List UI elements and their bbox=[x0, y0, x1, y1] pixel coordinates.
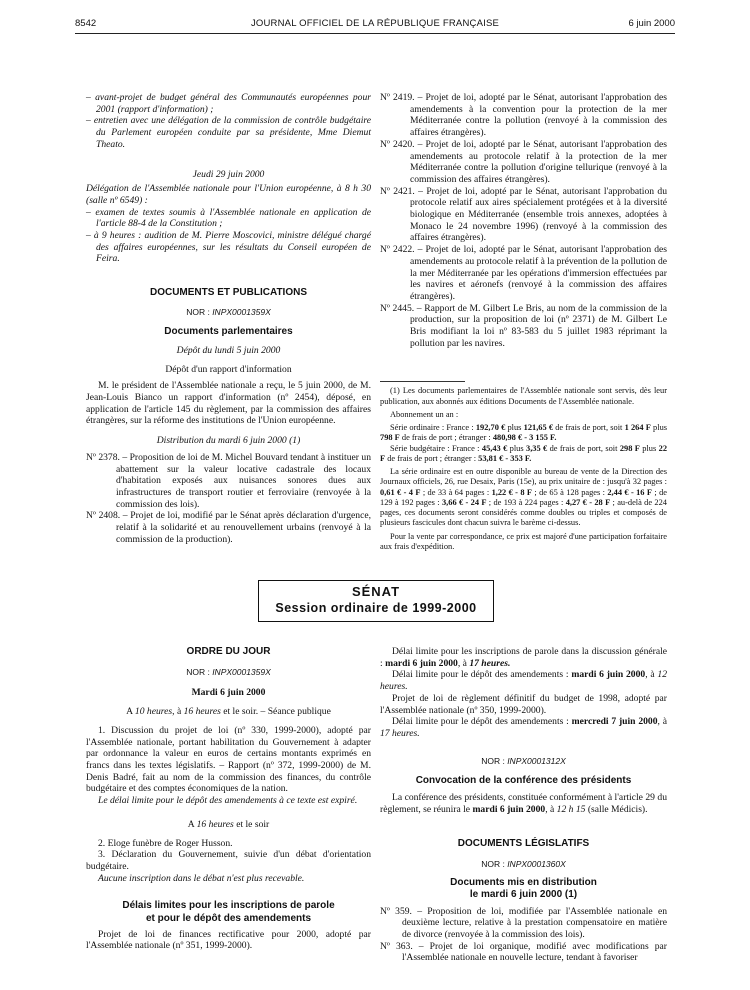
senat-title: SÉNAT bbox=[351, 584, 401, 599]
seance-line: A 10 heures, à 16 heures et le soir. – Séance publique bbox=[126, 706, 331, 718]
column-right-bottom bbox=[380, 646, 667, 964]
agenda-title: ORDRE DU JOUR bbox=[186, 646, 271, 657]
meeting-date: Jeudi 29 juin 2000 bbox=[192, 168, 265, 180]
agenda-date: Mardi 6 juin 2000 bbox=[191, 686, 266, 698]
footnote-correspondance: Pour la vente par correspondance, ce prix est majoré d'une participation forfaitaire aux frais d'expédition. bbox=[380, 531, 667, 551]
journal-title: JOURNAL OFFICIEL DE LA RÉPUBLIQUE FRANÇAISE bbox=[250, 18, 500, 29]
section-title: DOCUMENTS ET PUBLICATIONS bbox=[149, 287, 308, 299]
footnote-serie-budgetaire: Série budgétaire : France : 45,43 € plus 3,35 € de frais de port, soit 298 F plus 22 F de frais de port ; étranger : 53,81 € - 353 F. bbox=[380, 443, 667, 463]
subsection-title: Documents parlementaires bbox=[164, 325, 293, 337]
distribution-title: Distribution du mardi 6 juin 2000 (1) bbox=[156, 435, 301, 447]
delais-text: Projet de loi de finances rectificative pour 2000, adopté par l'Assemblée nationale (nº 351, 1999-2000). bbox=[86, 928, 371, 952]
document-entry: Nº 2422. – Projet de loi, adopté par le Sénat, autorisant l'approbation des amendements au protocole relatif à la prévention de la pollution de la mer Méditerranée par les opérations d'immersion effectuées par les navires et aéronefs (renvoyé à la commission des affaires étrangères). bbox=[380, 244, 667, 302]
agenda-item: 3. Déclaration du Gouvernement, suivie d'un débat d'orientation budgétaire. bbox=[86, 849, 371, 872]
running-header bbox=[75, 18, 675, 32]
session-title: Session ordinaire de 1999-2000 bbox=[275, 600, 477, 615]
header-rule bbox=[75, 33, 675, 34]
convocation-text: La conférence des présidents, constituée conformément à l'article 29 du règlement, se réunira le mardi 6 juin 2000, à 12 h 15 (salle Médicis). bbox=[380, 792, 667, 815]
footnote-abonnement: Abonnement un an : bbox=[390, 409, 459, 419]
footnote-note: (1) Les documents parlementaires de l'Assemblée nationale sont servis, dès leur publication, aux abonnés aux éditions Documents de l'Assemblée nationale. bbox=[380, 386, 667, 406]
agenda-note: Aucune inscription dans le débat n'est plus recevable. bbox=[98, 872, 305, 884]
deadline-note: Le délai limite pour le dépôt des amendements à ce texte est expiré. bbox=[98, 795, 358, 807]
footnote bbox=[380, 381, 667, 552]
nor-reference bbox=[86, 307, 371, 317]
seance-line: A 16 heures et le soir bbox=[187, 818, 270, 830]
column-left-bottom bbox=[86, 646, 371, 952]
issue-date: 6 juin 2000 bbox=[628, 18, 675, 29]
depot-title: Dépôt d'un rapport d'information bbox=[165, 363, 292, 375]
footnote-serie-ordinaire: Série ordinaire : France : 192,70 € plus 121,65 € de frais de port, soit 1 264 F plus 798 F de frais de port ; étranger : 480,98 € - 3 155 F. bbox=[380, 423, 668, 443]
document-entry: Nº 2421. – Projet de loi, adopté par le Sénat, autorisant l'approbation du protocole relatif aux aires spécialement protégées et à la diversité biologique en Méditerranée (ensemble trois annexes, adoptées à Monaco le 24 novembre 1996) (renvoyé à la commission des affaires étrangères). bbox=[380, 185, 667, 244]
convocation-title: Convocation de la conférence des présidents bbox=[415, 774, 632, 786]
deadline-line: Délai limite pour les inscriptions de parole dans la discussion générale : mardi 6 juin 2000, à 17 heures. bbox=[380, 646, 667, 669]
list-item: – examen de textes soumis à l'Assemblée nationale en application de l'article 88-4 de la Constitution ; bbox=[86, 206, 371, 230]
senat-header-box bbox=[258, 580, 494, 622]
column-right-top bbox=[380, 92, 667, 552]
nor-reference: NOR : INPX0001359X bbox=[186, 667, 271, 678]
deadline-line: Délai limite pour le dépôt des amendements : mardi 6 juin 2000, à 12 heures. bbox=[380, 669, 667, 693]
document-entry: Nº 2408. – Projet de loi, modifié par le Sénat après déclaration d'urgence, relatif à la solidarité et au renouvellement urbains (renvoyé à la commission de la production). bbox=[86, 510, 371, 545]
footnote-rule bbox=[380, 381, 465, 382]
delais-title: Délais limites pour les inscriptions de parole et pour le dépôt des amendements bbox=[122, 900, 335, 924]
column-left-top bbox=[86, 92, 371, 545]
depot-text: M. le président de l'Assemblée nationale a reçu, le 5 juin 2000, de M. Jean-Louis Bianco un rapport d'information (nº 2454), déposé, en application de l'article 145 du règlement, par la commission des affaires étrangères, sur la réforme des institutions de l'Union européenne. bbox=[86, 380, 371, 427]
agenda-item: 2. Eloge funèbre de Roger Husson. bbox=[98, 837, 233, 849]
list-item: – avant-projet de budget général des Communautés européennes pour 2001 (rapport d'information) ; bbox=[86, 92, 371, 115]
document-entry: Nº 363. – Projet de loi organique, modifié avec modifications par l'Assemblée nationale en nouvelle lecture, tendant à favoriser bbox=[380, 940, 667, 964]
agenda-item: 1. Discussion du projet de loi (nº 330, 1999-2000), adopté par l'Assemblée nationale, portant habilitation du Gouvernement à adapter par ordonnance la valeur en euros de certains montants exprimés en francs dans les textes législatifs. – Rapport (nº 372, 1999-2000) de M. Denis Badré, fait au nom de la commission des finances, du contrôle budgétaire et des comptes économiques de la nation. bbox=[86, 724, 371, 795]
reglement-text: Projet de loi de règlement définitif du budget de 1998, adopté par l'Assemblée nationale (nº 350, 1999-2000). bbox=[380, 692, 667, 716]
docs-title: DOCUMENTS LÉGISLATIFS bbox=[457, 837, 590, 849]
document-entry: Nº 2419. – Projet de loi, adopté par le Sénat, autorisant l'approbation des amendements à la convention pour la protection de la mer Méditerranée contre la pollution (renvoyé à la commission des affaires étrangères). bbox=[380, 92, 667, 139]
document-entry: Nº 2445. – Rapport de M. Gilbert Le Bris, au nom de la commission de la production, sur la proposition de loi (nº 2371) de M. Gilbert Le Bris modifiant la loi nº 83-583 du 5 juillet 1983 réprimant la pollution par les navires. bbox=[380, 302, 667, 349]
nor-value: INPX0001359X bbox=[212, 307, 271, 318]
document-entry: Nº 2378. – Proposition de loi de M. Michel Bouvard tendant à instituer un abattement sur la valeur locative cadastrale des locaux d'habitation exposés aux nuisances sonores dues aux infrastructures de transport routier et ferroviaire (renvoyée à la commission des lois). bbox=[86, 451, 371, 510]
footnote-vente: La série ordinaire est en outre disponible au bureau de vente de la Direction des Journaux officiels, 26, rue Desaix, Paris (15e), au prix unitaire de : jusqu'à 32 pages : 0,61 € - 4 F ; de 33 à 64 pages : 1,22 € - 8 F ; de 65 à 128 pages : 2,44 € - 16 F ; de 129 à 192 pages : 3,66 € - 24 F ; de 193 à 224 pages : 4,27 € - 28 F ; au-delà de 224 pages, ces documents seront considérés comme doubles ou triples et composés de plusieurs fascicules dont chacun suivra le barème ci-dessus. bbox=[380, 467, 667, 528]
page-number: 8542 bbox=[75, 18, 97, 29]
depot-date: Dépôt du lundi 5 juin 2000 bbox=[176, 344, 281, 356]
docs-subtitle: Documents mis en distribution le mardi 6 juin 2000 (1) bbox=[450, 877, 597, 901]
document-entry: Nº 359. – Proposition de loi, modifiée par l'Assemblée nationale en deuxième lecture, relative à la prestation compensatoire en matière de divorce (renvoyée à la commission des lois). bbox=[380, 905, 667, 940]
nor-label: NOR : bbox=[186, 307, 210, 318]
list-item: – à 9 heures : audition de M. Pierre Moscovici, ministre délégué chargé des affaires européennes, sur les résultats du Conseil européen de Feira. bbox=[86, 230, 371, 265]
nor-reference: NOR : INPX0001312X bbox=[481, 755, 566, 766]
deadline-line: Délai limite pour le dépôt des amendements : mercredi 7 juin 2000, à 17 heures. bbox=[380, 716, 667, 739]
document-entry: Nº 2420. – Projet de loi, adopté par le Sénat, autorisant l'approbation des amendements au protocole relatif à la protection de la mer Méditerranée contre la pollution d'origine tellurique (renvoyé à la commission des affaires étrangères). bbox=[380, 138, 667, 185]
list-item: – entretien avec une délégation de la commission de contrôle budgétaire du Parlement européen conduite par sa présidente, Mme Diemut Theato. bbox=[86, 115, 371, 150]
nor-reference: NOR : INPX0001360X bbox=[481, 858, 566, 869]
delegation-intro: Délégation de l'Assemblée nationale pour l'Union européenne, à 8 h 30 (salle nº 6549) : bbox=[86, 183, 371, 206]
